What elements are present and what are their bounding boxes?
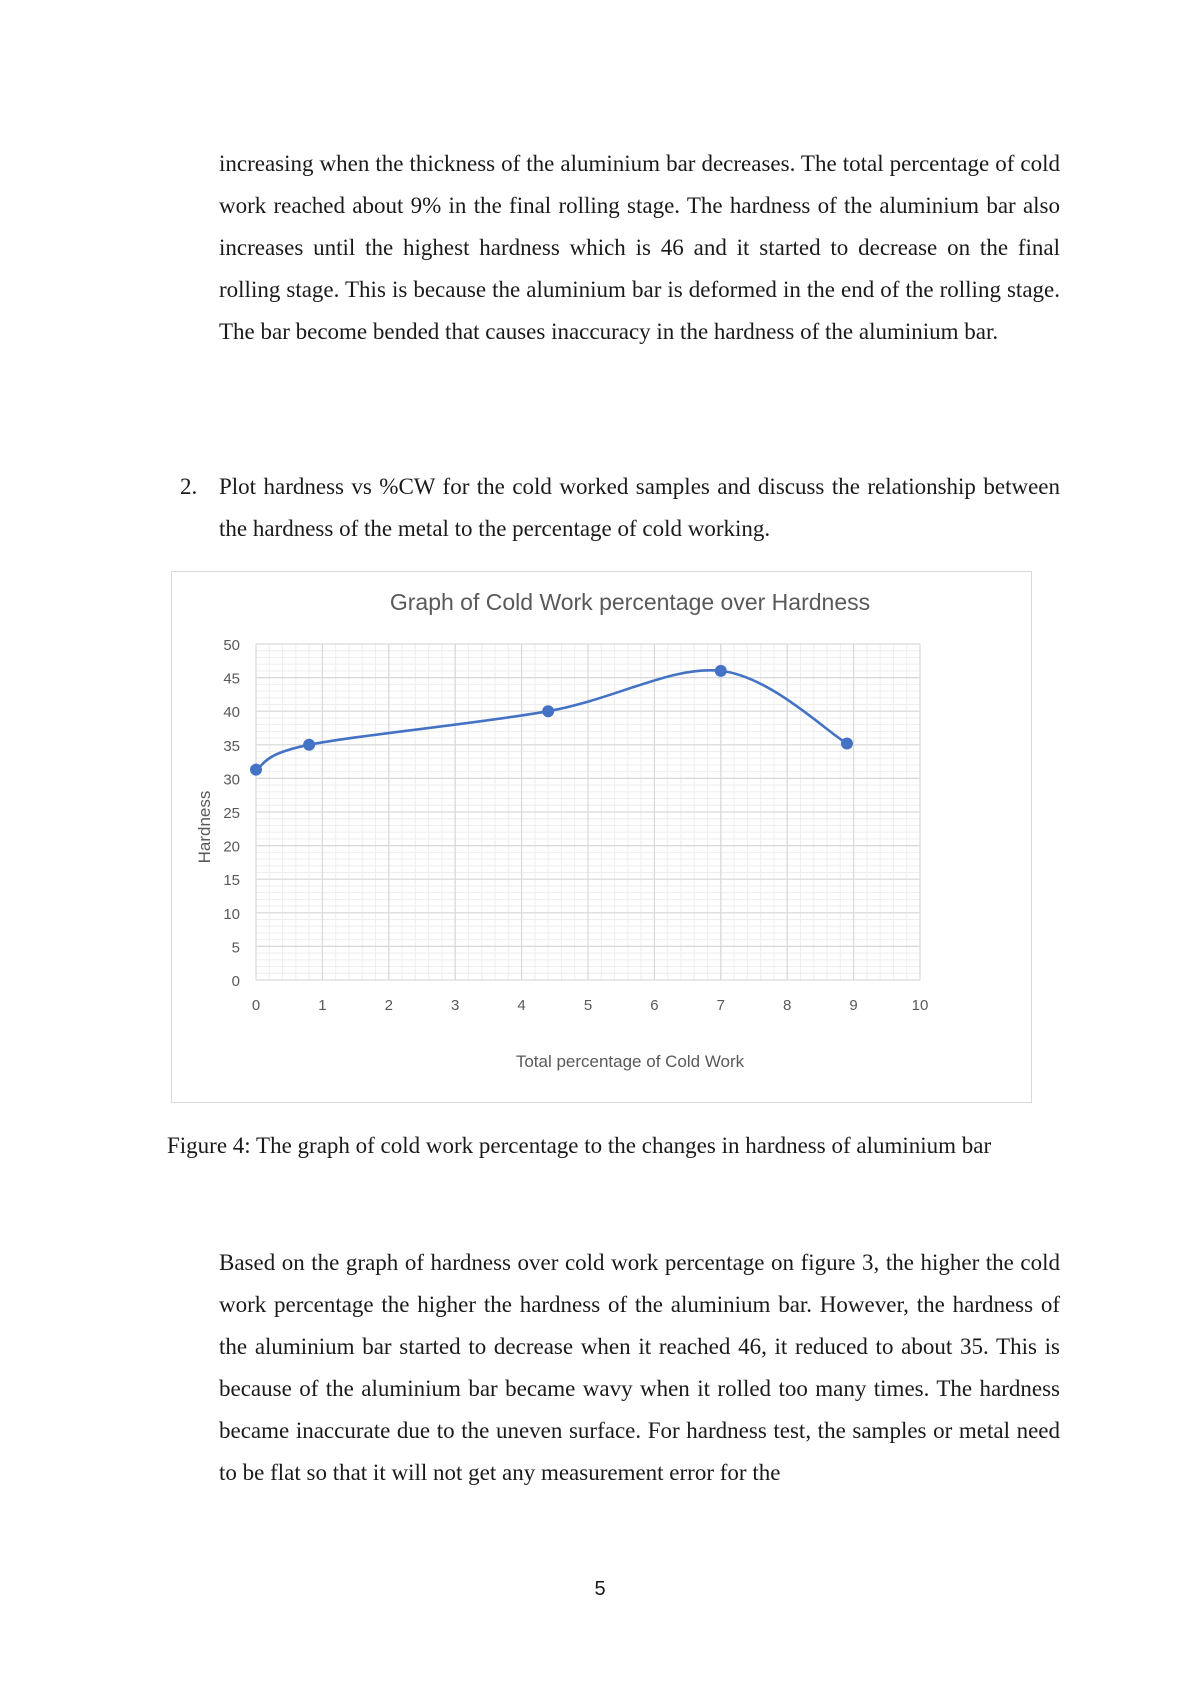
discussion-paragraph: Based on the graph of hardness over cold work percentage on figure 3, the higher the cold work percentage the higher the hardness of the aluminium bar. However, the hardness of the aluminium bar started to decrease when it reached 46, it reduced to about 35. This is because of the aluminium bar became wavy when it rolled too many times. The hardness became inaccurate due to the uneven surface. For hardness test, the samples or metal need to be flat so that it will not get any measurement error for the (219, 1250, 1060, 1485)
intro-paragraph: increasing when the thickness of the aluminium bar decreases. The total percentage of cold work reached about 9% in the final rolling stage. The hardness of the aluminium bar also increases until the highest hardness which is 46 and it started to decrease on the final rolling stage. This is because the aluminium bar is deformed in the end of the rolling stage. The bar become bended that causes inaccuracy in the hardness of the aluminium bar. (219, 151, 1060, 344)
x-tick-label: 3 (451, 997, 460, 1014)
y-tick-label: 15 (223, 872, 240, 890)
x-tick-label: 0 (251, 997, 261, 1014)
y-tick-label: 35 (223, 737, 240, 755)
chart-grid (256, 644, 920, 980)
x-axis-label: Total percentage of Cold Work (515, 1052, 745, 1071)
chart-title: Graph of Cold Work percentage over Hardness (389, 589, 871, 615)
hardness-chart (172, 572, 1031, 1102)
y-tick-label: 0 (231, 973, 240, 990)
page-number: 5 (594, 1578, 606, 1600)
data-point (250, 764, 262, 776)
y-tick-label: 25 (223, 805, 240, 822)
x-tick-label: 1 (318, 997, 327, 1014)
x-tick-label: 2 (384, 997, 393, 1014)
data-points (250, 665, 853, 776)
y-tick-label: 50 (223, 637, 240, 654)
y-axis-ticks (223, 637, 240, 990)
data-point (542, 705, 554, 717)
y-tick-label: 40 (223, 704, 240, 722)
x-tick-label: 10 (911, 997, 929, 1014)
series-line (256, 670, 847, 769)
question-text: Plot hardness vs %CW for the cold worked samples and discuss the relationship between the hardness of the metal to the percentage of cold working. (219, 474, 1060, 541)
x-tick-label: 7 (716, 997, 725, 1014)
y-axis-label: Hardness (195, 790, 214, 864)
figure-caption: Figure 4: The graph of cold work percentage to the changes in hardness of aluminium bar (167, 1133, 992, 1158)
chart-container (171, 571, 1032, 1103)
data-point (303, 739, 315, 751)
x-tick-label: 5 (583, 997, 593, 1014)
x-tick-label: 9 (849, 997, 858, 1014)
data-point (841, 737, 853, 749)
y-tick-label: 20 (223, 838, 240, 856)
y-tick-label: 45 (223, 670, 240, 688)
question-number: 2. (180, 474, 198, 499)
y-tick-label: 10 (223, 905, 240, 923)
x-tick-label: 6 (650, 997, 659, 1014)
data-point (715, 665, 727, 677)
x-axis-ticks (252, 997, 929, 1014)
x-tick-label: 4 (517, 997, 526, 1014)
y-tick-label: 30 (223, 771, 240, 789)
y-tick-label: 5 (231, 939, 240, 957)
x-tick-label: 8 (783, 997, 792, 1014)
